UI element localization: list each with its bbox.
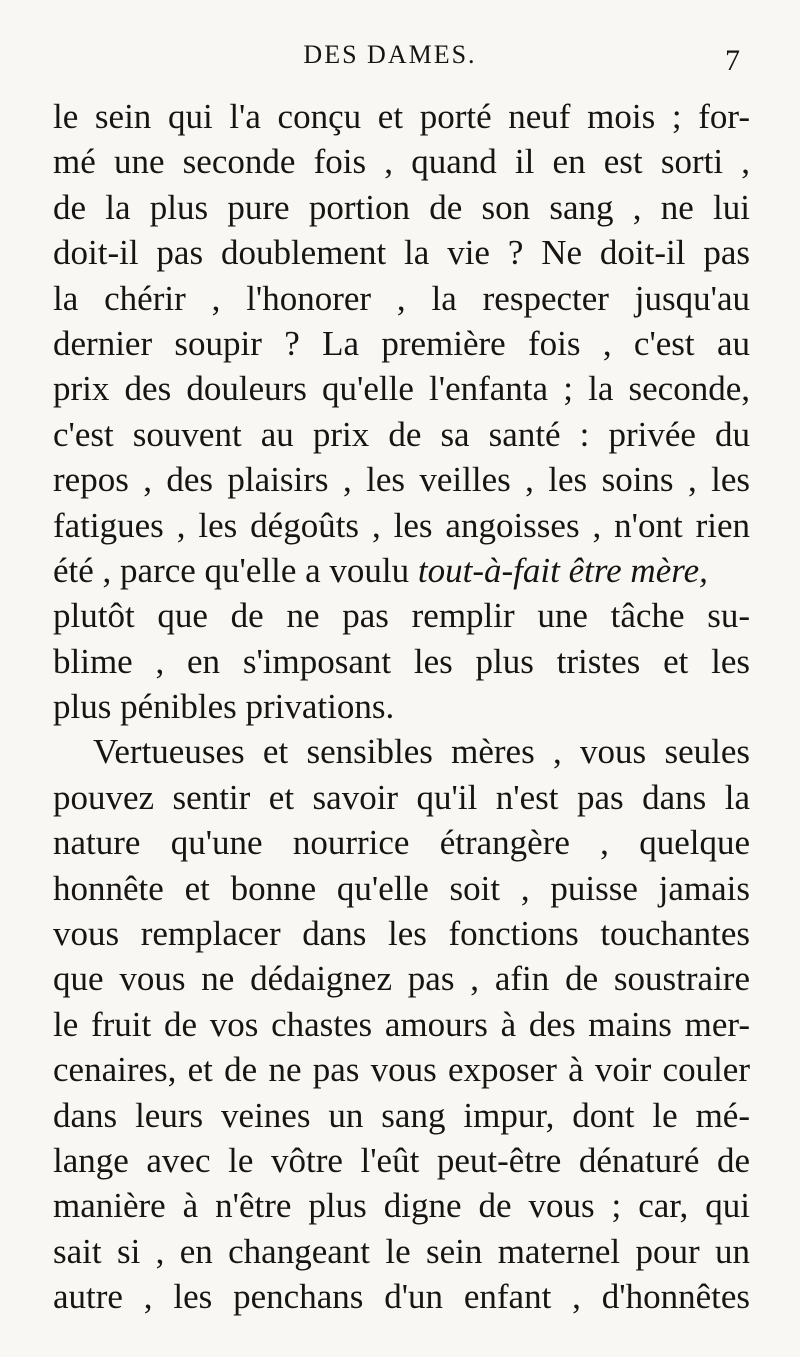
text-line: blime , en s'imposant les plus tristes et les: [53, 641, 750, 681]
text-line: dernier soupir ? La première fois , c'est au: [53, 323, 750, 363]
text-line: le sein qui l'a conçu et porté neuf mois ; for-: [53, 97, 750, 136]
text-line: que vous ne dédaignez pas , afin de soustraire: [53, 959, 750, 999]
text-line: de la plus pure portion de son sang , ne lui: [53, 187, 750, 227]
text-line: pouvez sentir et savoir qu'il n'est pas dans la: [53, 777, 750, 817]
text-segment: été , parce qu'elle a voulu: [53, 550, 418, 590]
page-number: 7: [725, 44, 740, 77]
text-line: [53, 548, 750, 593]
text-line: la chérir , l'honorer , la respecter jusqu'au: [53, 278, 750, 318]
text-line: vous remplacer dans les fonctions touchantes: [53, 914, 750, 954]
text-line: lange avec le vôtre l'eût peut-être dénaturé de: [53, 1140, 750, 1180]
text-line: autre , les penchans d'un enfant , d'honnêtes: [53, 1277, 750, 1317]
text-line: repos , des plaisirs , les veilles , les soins , les: [53, 460, 750, 500]
paragraph-1: [53, 94, 750, 729]
text-line: nature qu'une nourrice étrangère , quelque: [53, 823, 750, 863]
text-line: fatigues , les dégoûts , les angoisses , n'ont rien: [53, 505, 750, 545]
text-line: mé une seconde fois , quand il en est sorti ,: [53, 142, 750, 182]
text-line: manière à n'être plus digne de vous ; car, qui: [53, 1186, 750, 1226]
text-line: plutôt que de ne pas remplir une tâche su-: [53, 596, 750, 636]
italic-phrase: tout-à-fait être mère,: [417, 550, 708, 590]
text-line: Vertueuses et sensibles mères , vous seules: [93, 732, 750, 772]
text-line: dans leurs veines un sang impur, dont le mé-: [53, 1095, 750, 1135]
text-line: c'est souvent au prix de sa santé : privée du: [53, 414, 750, 454]
text-line: prix des douleurs qu'elle l'enfanta ; la seconde,: [53, 369, 750, 409]
text-line: cenaires, et de ne pas vous exposer à voir couler: [53, 1050, 750, 1090]
text-line: le fruit de vos chastes amours à des mains mer-: [53, 1004, 750, 1044]
text-line: doit-il pas doublement la vie ? Ne doit-il pas: [53, 233, 750, 273]
page-header: [0, 40, 800, 90]
body-text: [53, 94, 750, 1320]
running-head: DES DAMES.: [303, 40, 477, 69]
text-line: plus pénibles privations.: [53, 687, 395, 727]
text-line: honnête et bonne qu'elle soit , puisse jamais: [53, 868, 750, 908]
paragraph-2: [53, 729, 750, 1319]
text-line: sait si , en changeant le sein maternel pour un: [53, 1231, 750, 1271]
